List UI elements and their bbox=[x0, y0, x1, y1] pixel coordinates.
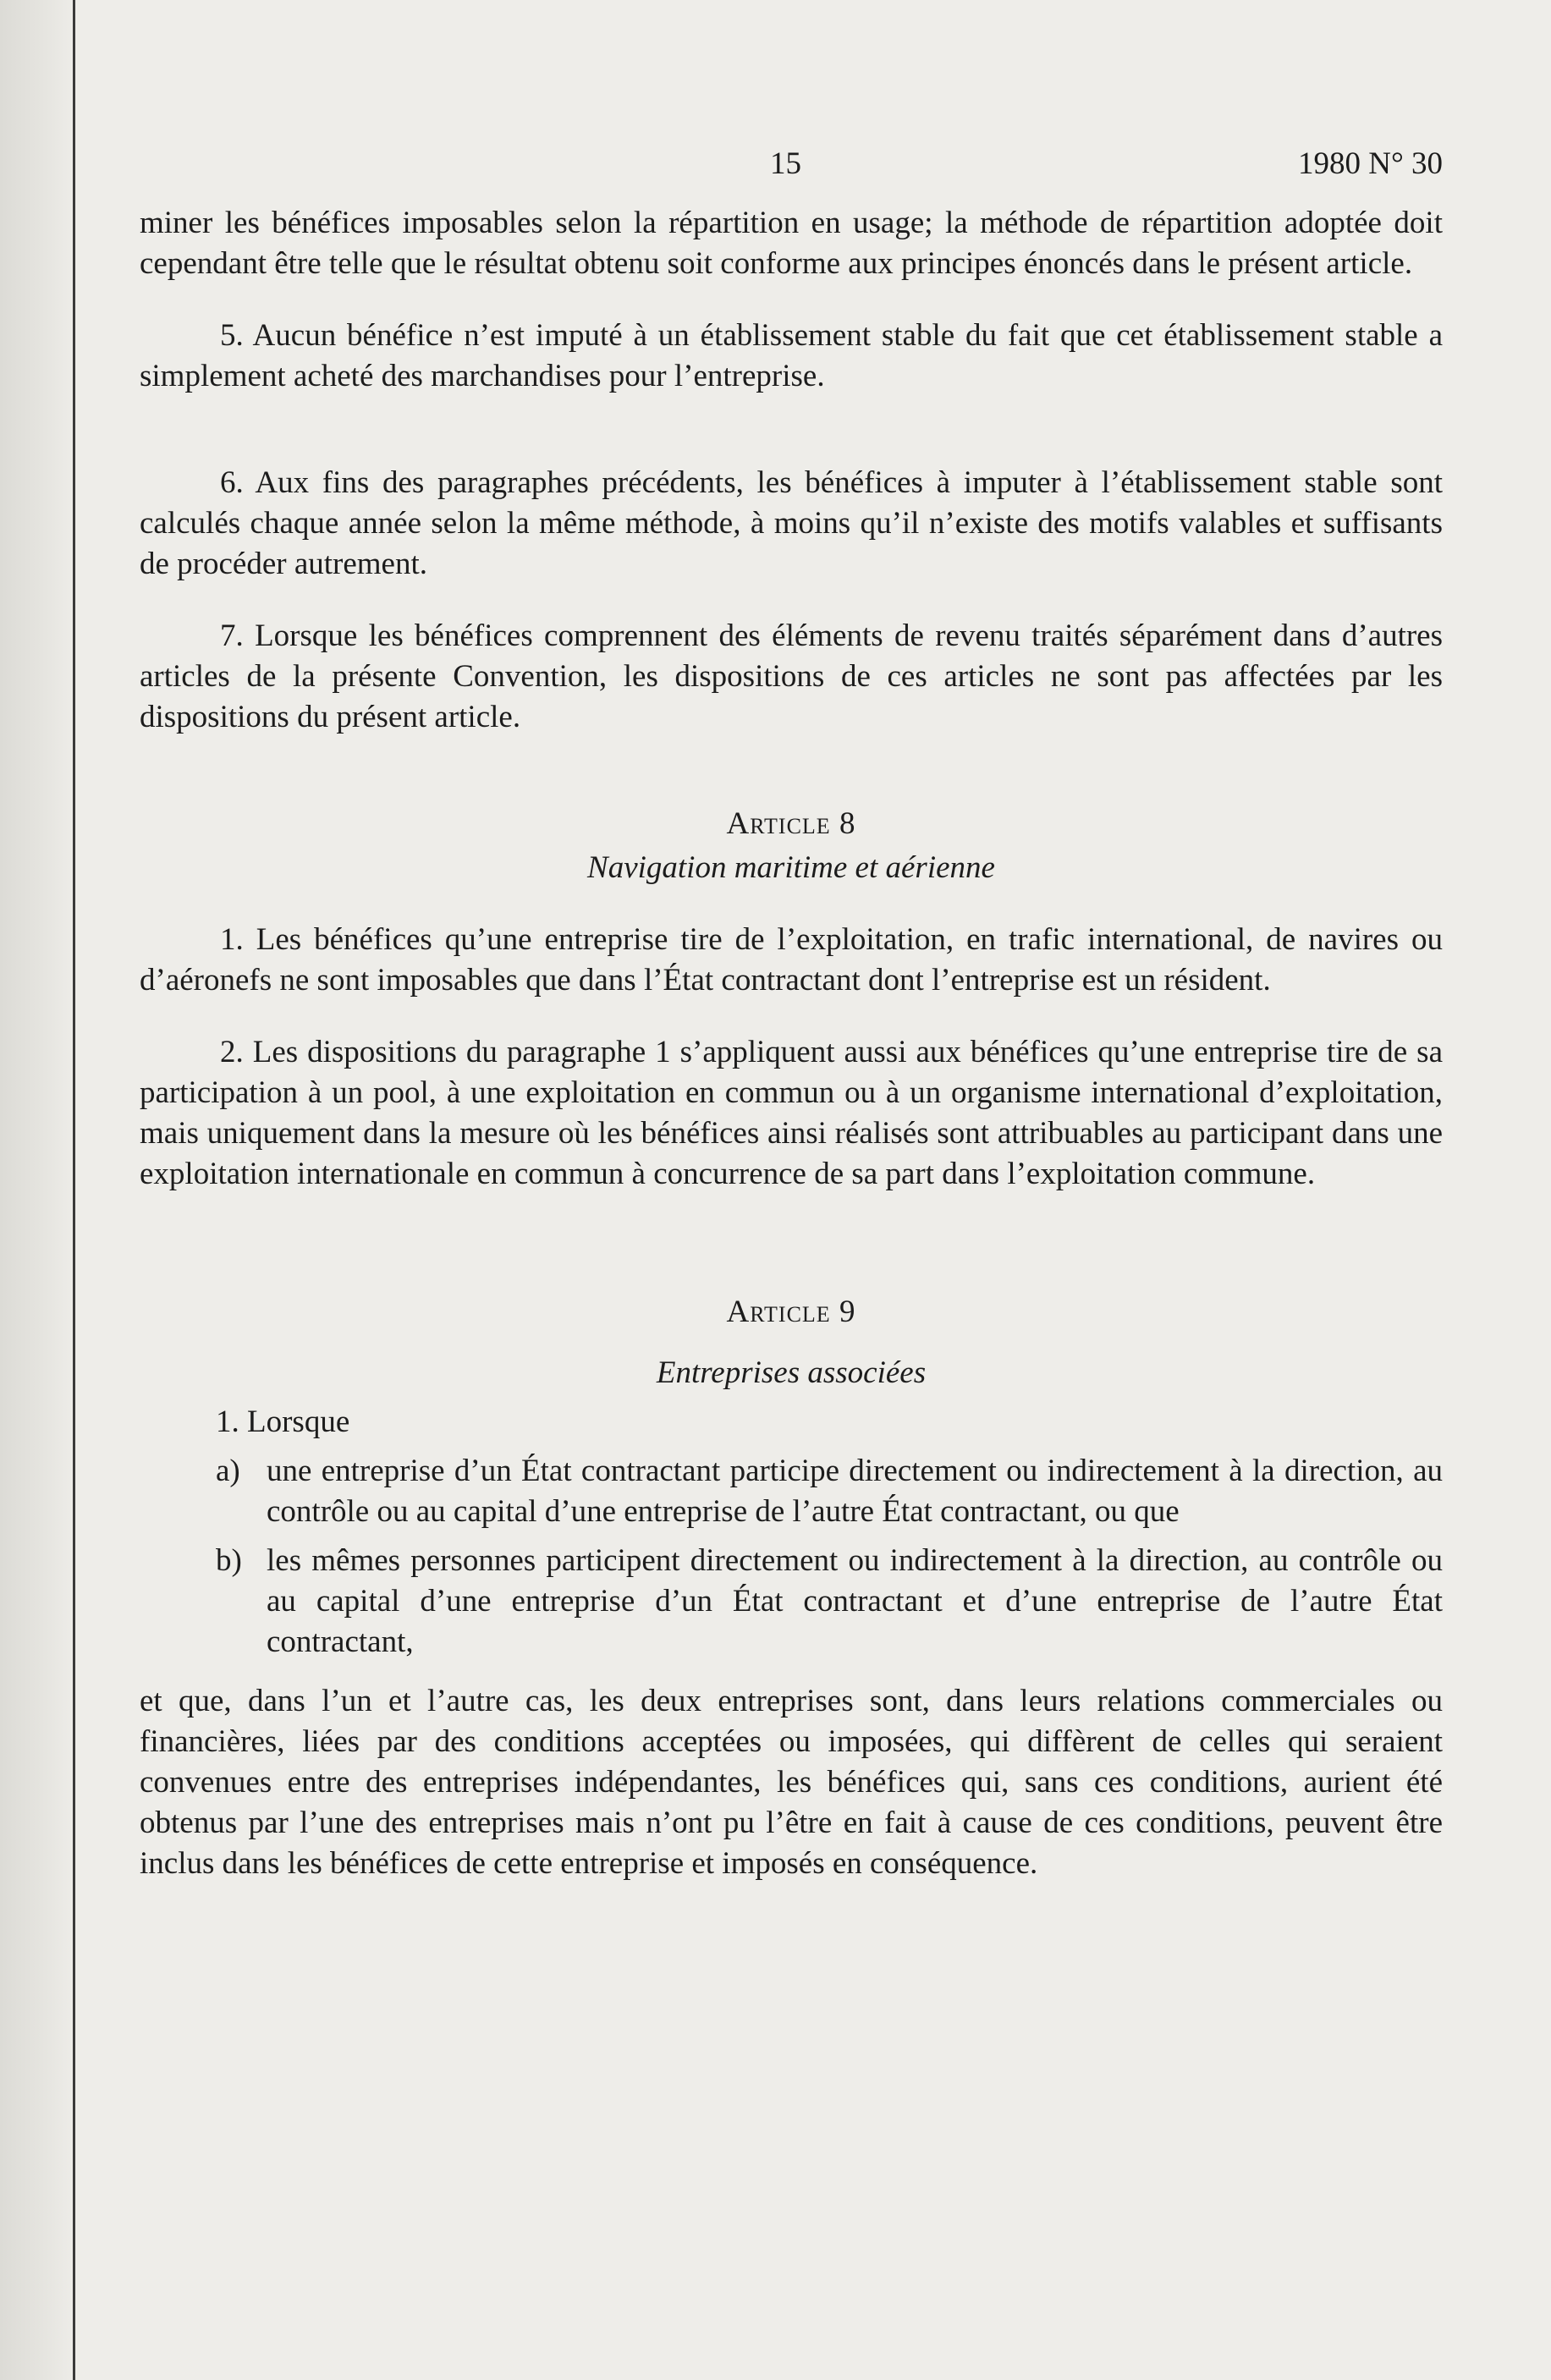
item-a-text: une entreprise d’un État contractant participe directement ou indirectement à la direction, au contrôle ou au capital d’une entreprise de l’autre État contractant, ou que bbox=[267, 1454, 1443, 1529]
article-9-title: Entreprises associées bbox=[656, 1355, 927, 1390]
article-9-item-b bbox=[216, 1541, 1443, 1663]
article-9-item-a bbox=[216, 1451, 1443, 1532]
paragraph-6: 6. Aux fins des paragraphes précédents, les bénéfices à imputer à l’établissement stable sont calculés chaque année selon la même méthode, à moins qu’il n’existe des motifs valables et suffisants de procéder autrement. bbox=[140, 465, 1443, 581]
page-binding-edge bbox=[73, 0, 75, 2380]
page-header bbox=[140, 144, 1443, 195]
page-number: 15 bbox=[770, 146, 801, 181]
item-b-letter: b) bbox=[216, 1543, 242, 1578]
article-8-title: Navigation maritime et aérienne bbox=[587, 850, 995, 885]
document-page bbox=[140, 144, 1443, 1884]
document-reference: 1980 N° 30 bbox=[1297, 146, 1443, 181]
paragraph-continued: miner les bénéfices imposables selon la répartition en usage; la méthode de répartition adoptée doit cependant être telle que le résultat obtenu soit conforme aux principes énoncés dans le présent article. bbox=[140, 206, 1443, 281]
page-binding-shadow bbox=[0, 0, 76, 2380]
article-8-paragraph-1: 1. Les bénéfices qu’une entreprise tire de l’exploitation, en trafic international, de navires ou d’aéronefs ne sont imposables que dans l’État contractant dont l’entreprise est un résident. bbox=[140, 922, 1443, 998]
paragraph-5: 5. Aucun bénéfice n’est imputé à un établissement stable du fait que cet établissement stable a simplement acheté des marchandises pour l’entreprise. bbox=[140, 318, 1443, 393]
item-a-letter: a) bbox=[216, 1454, 240, 1488]
item-b-text: les mêmes personnes participent directement ou indirectement à la direction, au contrôle ou au capital d’une entreprise d’un État contractant et d’une entreprise de l’autre État contractant, bbox=[267, 1543, 1443, 1659]
article-9-heading: Article 9 bbox=[726, 1294, 856, 1329]
article-8-heading: Article 8 bbox=[726, 806, 856, 841]
paragraph-7: 7. Lorsque les bénéfices comprennent des éléments de revenu traités séparément dans d’autres articles de la présente Convention, les dispositions de ces articles ne sont pas affectées par les dispositions du présent article. bbox=[140, 618, 1443, 734]
article-9-conclusion: et que, dans l’un et l’autre cas, les deux entreprises sont, dans leurs relations commerciales ou financières, liées par des conditions acceptées ou imposées, qui diffèrent de celles qui seraient convenues entre des entreprises indépendantes, les bénéfices qui, sans ces conditions, aurient été obtenus par l’une des entreprises mais n’ont pu l’être en fait à cause de ces conditions, peuvent être inclus dans les bénéfices de cette entreprise et imposés en conséquence. bbox=[140, 1684, 1443, 1881]
article-8-paragraph-2: 2. Les dispositions du paragraphe 1 s’appliquent aussi aux bénéfices qu’une entreprise tire de sa participation à un pool, à une exploitation en commun ou à un organisme international d’exploitation, mais uniquement dans la mesure où les bénéfices ainsi réalisés sont attribuables au participant dans une exploitation internationale en commun à concurrence de sa part dans l’exploitation commune. bbox=[140, 1035, 1443, 1191]
article-9-paragraph-1: 1. Lorsque bbox=[216, 1404, 350, 1439]
